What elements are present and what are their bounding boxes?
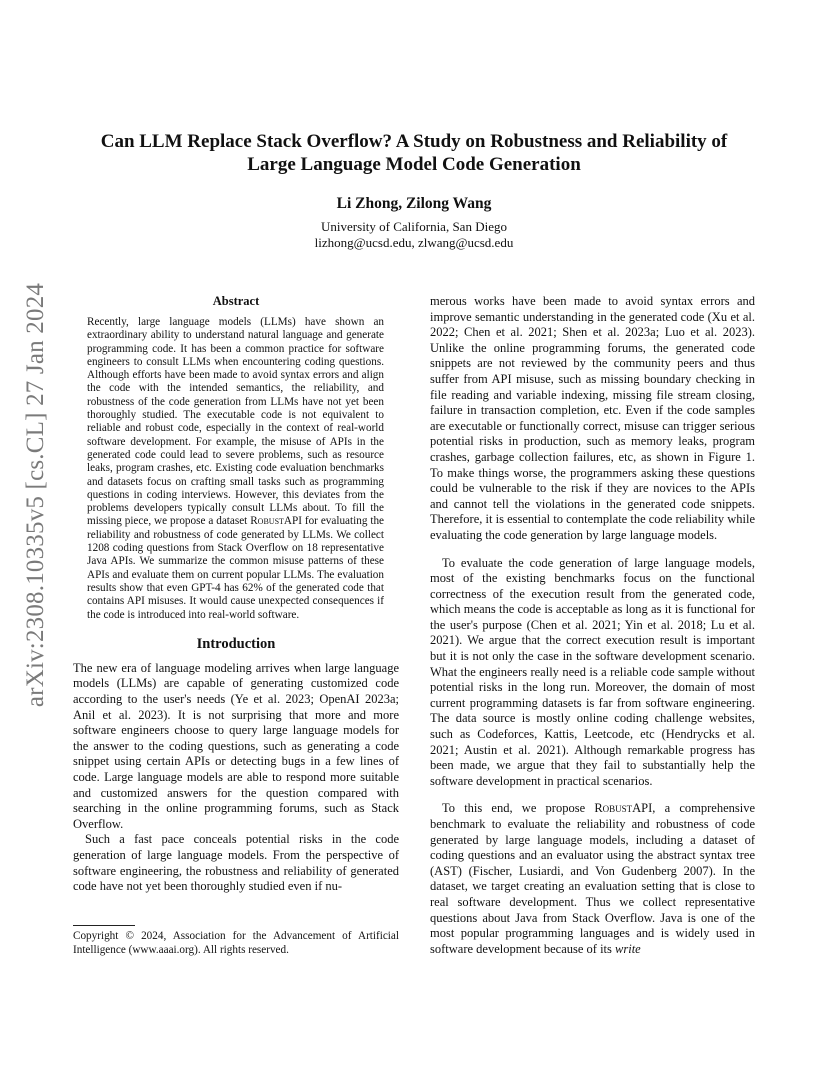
right-column: [430, 294, 755, 957]
right-paragraph-3-part-2: , a comprehensive benchmark to evaluate the reliability and robustness of code generated by large language models, including a dataset of coding questions and an evaluator using the abstract syntax tree (AST) (Fischer, Lusiardi, and Von Gudenberg 2007). In the dataset, we target creating an evaluation setting that is close to real software development. Thus we collect representative questions about Java from Stack Overflow. Java is one of the most popular programming languages and is widely used in software development because of its: [430, 801, 755, 956]
abstract-text: [87, 316, 384, 622]
title-line-1: Can LLM Replace Stack Overflow? A Study on Robustness and Reliability of: [100, 131, 728, 152]
right-paragraph-3-part-1: To this end, we propose: [442, 801, 595, 816]
left-column: [73, 294, 399, 895]
paragraph-gap: [430, 544, 755, 556]
author-names: Li Zhong, Zilong Wang: [336, 195, 492, 212]
copyright-footnote: Copyright © 2024, Association for the Advancement of Artificial Intelligence (www.aaai.org). All rights reserved.: [73, 930, 399, 956]
right-paragraph-1: merous works have been made to avoid syntax errors and improve semantic understanding in the generated code (Xu et al. 2022; Chen et al. 2021; Shen et al. 2023a; Luo et al. 2023). Unlike the online programming forums, the generated code snippets are not reviewed by the community peers and thus suffer from API misuse, such as missing boundary checking in file reading and variable indexing, missing file stream closing, failure in transaction completion, etc. Even if the code samples are executable or functionally correct, misuse can trigger serious potential risks in production, such as memory leaks, program crashes, garbage collection failures, etc, as shown in Figure 1. To make things worse, the programmers asking these questions could be vulnerable to the risk if they are novices to the APIs and cannot tell the violations in the generated code snippets. Therefore, it is essential to contemplate the code reliability while evaluating the code generation by large language models.: [430, 294, 755, 542]
abstract-heading: Abstract: [212, 294, 260, 308]
paper-title: [60, 130, 768, 176]
author-emails: lizhong@ucsd.edu, zlwang@ucsd.edu: [314, 235, 514, 250]
abstract-text-part-2: for evaluating the reliability and robustness of code generated by LLMs. We collect 1208 coding questions from Stack Overflow on 18 representative Java APIs. We summarize the common misuse patterns of these APIs and evaluate them on current popular LLMs. The evaluation results show that even GPT-4 has 62% of the generated code that contains API misuses. It would cause unexpected consequences if the code is introduced into real-world software.: [87, 515, 385, 621]
benchmark-name: RobustAPI: [594, 801, 653, 816]
right-paragraph-2: To evaluate the code generation of large language models, most of the existing benchmarks focus on the functional correctness of the execution result from the generated code, which means the code is acceptable as long as it is functional for the user's purpose (Chen et al. 2021; Yin et al. 2018; Lu et al. 2021). We argue that the correct execution result is important but it is not only the case in the software development scenario. What the engineers really need is a reliable code sample without potential risks in the long run. Moreover, the domain of most current programming datasets is far from software engineering. The data source is mostly online coding challenge websites, such as Codeforces, Kattis, Leetcode, etc (Hendrycks et al. 2021; Austin et al. 2021). Although remarkable progress has been made, we argue that they fail to substantially help the software development in practical scenarios.: [430, 555, 755, 788]
author-affiliation-block: [60, 219, 768, 251]
arxiv-sidebar-identifier: [14, 282, 58, 708]
paragraph-gap: [430, 789, 755, 801]
intro-paragraph-1: The new era of language modeling arrives when large language models (LLMs) are capable of generating customized code according to the user's needs (Ye et al. 2023; OpenAI 2023a; Anil et al. 2023). It is not surprising that more and more software engineers choose to query large language models for the answer to the coding questions, such as generating a code snippet using certain APIs or detecting bugs in a few lines of code. Large language models are able to respond more suitable and customized answers for the question compared with searching in the online programming forums, such as Stack Overflow.: [73, 660, 399, 831]
abstract-text-part-1: Recently, large language models (LLMs) have shown an extraordinary ability to understand natural language and generate programming code. It has been a common practice for software engineers to consult LLMs when encountering coding questions. Although efforts have been made to avoid syntax errors and align the code with the intended semantics, the reliability, and robustness of the code generation from LLMs have not yet been thoroughly studied. The executable code is not equivalent to reliable and robust code, especially in the context of real-world software development. For example, the misuse of APIs in the generated code could lead to severe problems, such as resource leaks, program crashes, etc. Existing code evaluation benchmarks and datasets focus on crafting small tasks such as programming questions in coding interviews. However, this deviates from the problems developers typically consult LLMs about. To fill the missing piece, we propose a dataset: [87, 316, 384, 528]
dataset-name: RobustAPI: [250, 515, 302, 528]
right-paragraph-3: [430, 801, 755, 957]
footnote-rule: [73, 925, 135, 926]
right-paragraph-3-italic: write: [615, 941, 641, 956]
arxiv-id-text: arXiv:2308.10335v5 [cs.CL] 27 Jan 2024: [22, 282, 49, 708]
title-line-2: Large Language Model Code Generation: [247, 154, 581, 175]
affiliation: University of California, San Diego: [321, 219, 507, 234]
intro-paragraph-2: Such a fast pace conceals potential risks in the code generation of large language models. From the perspective of software engineering, the robustness and reliability of generated code have not yet been thoroughly studied even if nu-: [73, 832, 399, 894]
introduction-heading: Introduction: [196, 635, 276, 652]
